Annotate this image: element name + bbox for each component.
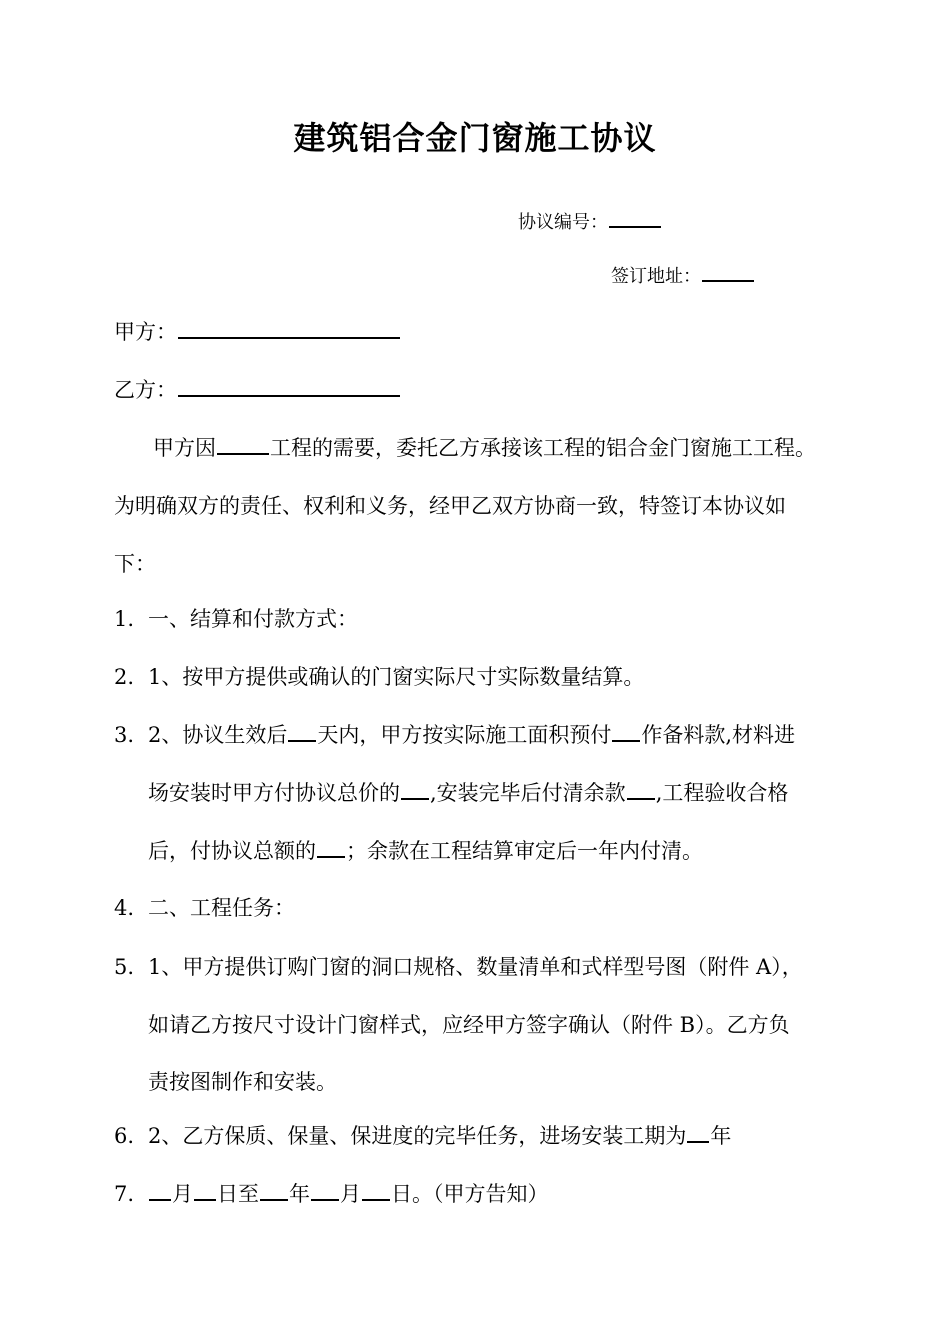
end-year-blank — [260, 1179, 288, 1201]
list-item — [114, 662, 644, 692]
list-text: 后，付协议总额的 — [148, 839, 316, 863]
list-item — [114, 720, 795, 750]
start-day-blank — [194, 1179, 216, 1201]
list-number: 3. — [114, 723, 135, 747]
agreement-number-blank — [609, 206, 661, 228]
list-item-continuation — [148, 836, 703, 866]
list-text: 作备料款,材料进 — [641, 723, 796, 747]
party-a-blank — [178, 317, 400, 339]
list-item — [114, 1179, 549, 1209]
sign-place-label: 签订地址： — [611, 266, 701, 287]
party-b-label: 乙方： — [114, 378, 177, 402]
sign-place-blank — [702, 260, 754, 282]
list-text: 2、乙方保质、保量、保进度的完毕任务，进场安装工期为 — [148, 1124, 687, 1148]
intro-text: 甲方因 — [153, 436, 216, 460]
list-item — [114, 952, 803, 982]
balance-blank — [627, 778, 655, 800]
list-number: 2. — [114, 665, 135, 689]
list-text: 年 — [289, 1182, 310, 1206]
list-text: 二、工程任务： — [148, 896, 295, 920]
sign-place-line — [611, 260, 755, 291]
list-text: ,工程验收合格 — [655, 781, 789, 805]
party-b-blank — [178, 375, 400, 397]
list-number: 7. — [114, 1182, 135, 1206]
list-text: 1、甲方提供订购门窗的洞口规格、数量清单和式样型号图（附件 A）， — [148, 955, 803, 979]
list-text: 天内，甲方按实际施工面积预付 — [317, 723, 612, 747]
list-item — [114, 604, 358, 634]
intro-paragraph-line-1 — [153, 433, 816, 463]
document-title: 建筑铝合金门窗施工协议 — [293, 119, 657, 157]
party-b-line — [114, 375, 401, 405]
start-month-blank — [149, 1179, 171, 1201]
list-text: 2、协议生效后 — [148, 723, 288, 747]
days-blank — [288, 720, 316, 742]
intro-text: 工程的需要，委托乙方承接该工程的铝合金门窗施工工程。 — [270, 436, 816, 460]
acceptance-payment-blank — [317, 836, 345, 858]
list-text: 日至 — [217, 1182, 259, 1206]
list-text: 1、按甲方提供或确认的门窗实际尺寸实际数量结算。 — [148, 665, 645, 689]
agreement-number-label: 协议编号： — [518, 212, 608, 233]
agreement-number-line — [518, 206, 662, 237]
list-item-continuation: 责按图制作和安装。 — [148, 1070, 337, 1094]
list-number: 4. — [114, 896, 135, 920]
list-text: 日。（甲方告知） — [391, 1182, 549, 1206]
list-text: 年 — [710, 1124, 732, 1148]
prepay-blank — [612, 720, 640, 742]
list-text: ,安装完毕后付清余款 — [430, 781, 626, 805]
list-item-continuation: 如请乙方按尺寸设计门窗样式，应经甲方签字确认（附件 B）。乙方负 — [148, 1013, 790, 1037]
intro-paragraph-line-2: 为明确双方的责任、权利和义务，经甲乙双方协商一致，特签订本协议如 — [114, 494, 786, 518]
party-a-line — [114, 317, 401, 347]
list-number: 5. — [114, 955, 135, 979]
project-name-blank — [217, 433, 269, 455]
list-item-continuation — [148, 778, 788, 808]
intro-paragraph-line-3: 下： — [114, 552, 156, 576]
party-a-label: 甲方： — [114, 320, 177, 344]
list-text: 场安装时甲方付协议总价的 — [148, 781, 400, 805]
end-day-blank — [362, 1179, 390, 1201]
list-text: ；余款在工程结算审定后一年内付清。 — [346, 839, 703, 863]
list-number: 6. — [114, 1124, 135, 1148]
list-text: 月 — [172, 1182, 193, 1206]
list-item — [114, 1121, 731, 1151]
list-item — [114, 893, 295, 923]
install-payment-blank — [401, 778, 429, 800]
list-number: 1. — [114, 607, 135, 631]
list-text: 月 — [340, 1182, 361, 1206]
start-year-blank — [687, 1121, 709, 1143]
list-text: 一、结算和付款方式： — [148, 607, 358, 631]
end-month-blank — [311, 1179, 339, 1201]
